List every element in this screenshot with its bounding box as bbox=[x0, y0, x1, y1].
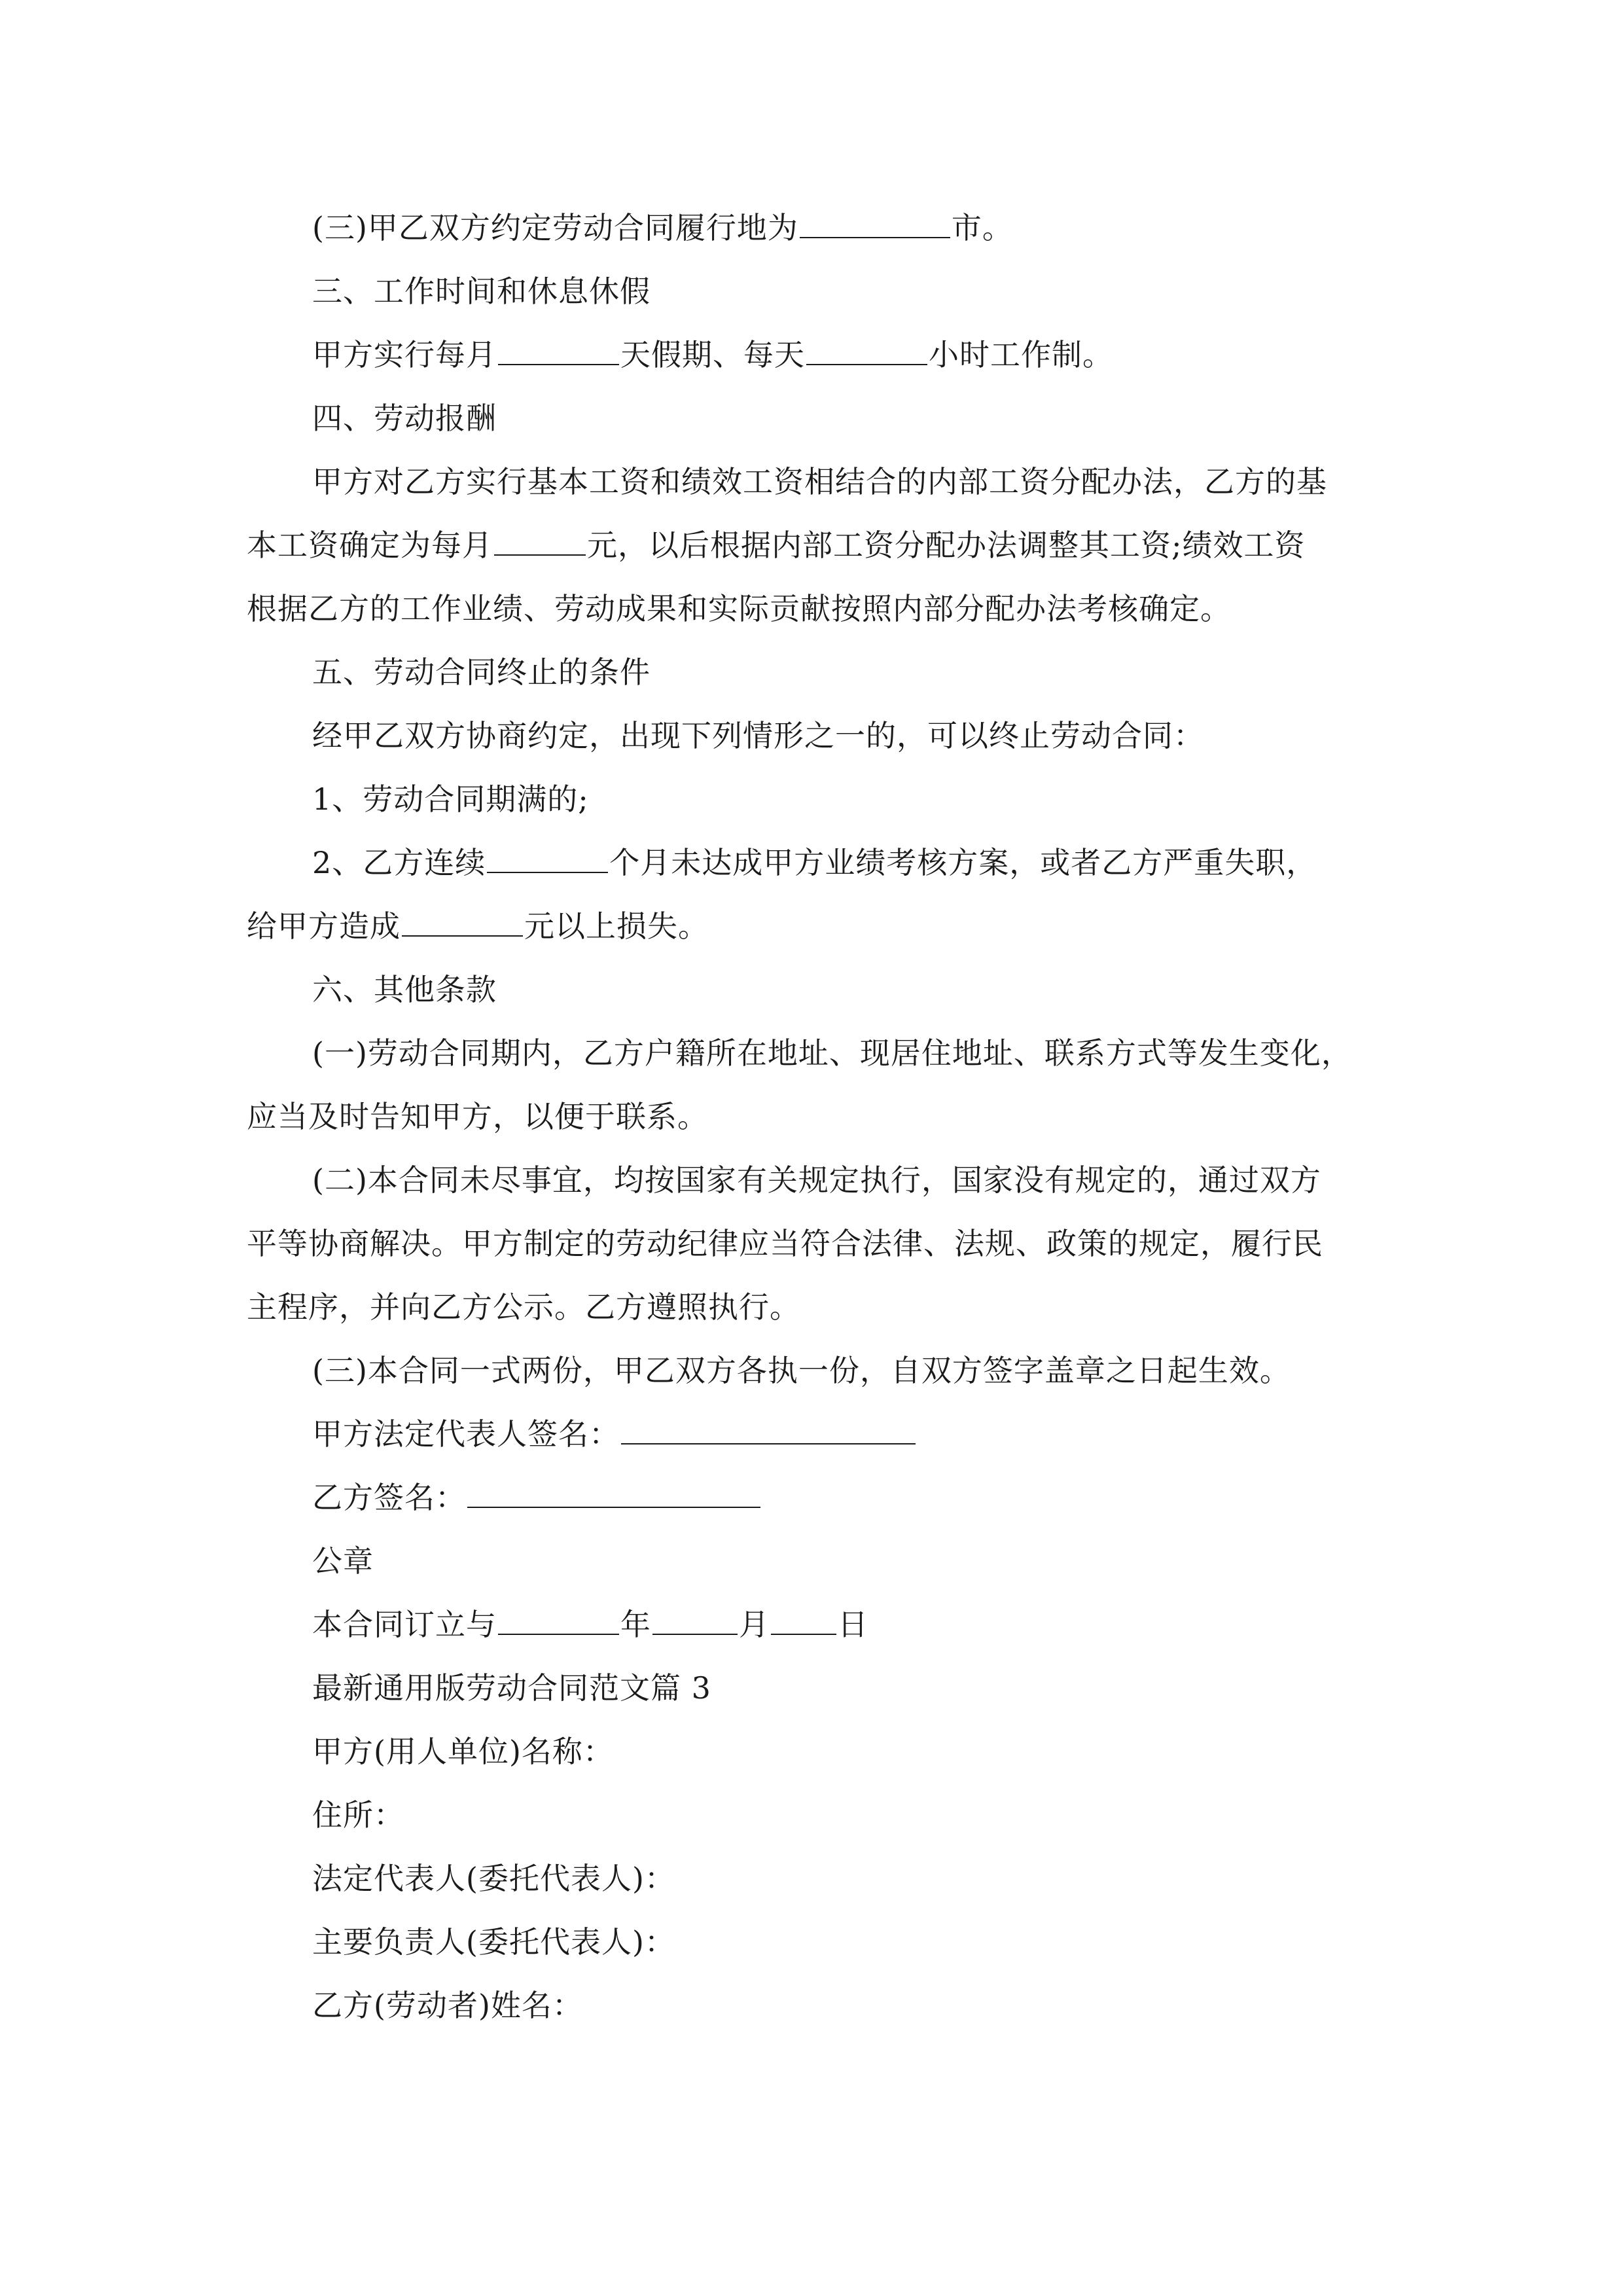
contract-date: 本合同订立与 年 月 日 bbox=[312, 1607, 868, 1642]
other-3: (三)本合同一式两份，甲乙双方各执一份，自双方签字盖章之日起生效。 bbox=[312, 1353, 1291, 1388]
company-seal: 公章 bbox=[312, 1543, 374, 1579]
heading-work-hours: 三、工作时间和休息休假 bbox=[312, 274, 651, 309]
section-title-3: 最新通用版劳动合同范文篇 3 bbox=[312, 1670, 711, 1706]
termination-item-2: 2、乙方连续 个月未达成甲方业绩考核方案，或者乙方严重失职， bbox=[312, 845, 1317, 880]
other-1-line-2: 应当及时告知甲方，以便于联系。 bbox=[247, 1099, 708, 1134]
days-off-blank bbox=[498, 339, 619, 365]
other-2-line-3: 主程序，并向乙方公示。乙方遵照执行。 bbox=[247, 1289, 800, 1325]
base-salary-blank bbox=[494, 529, 586, 556]
year-blank bbox=[498, 1609, 619, 1635]
party-a-address: 住所： bbox=[312, 1797, 404, 1833]
signature-b-blank bbox=[467, 1482, 760, 1508]
termination-item-1: 1、劳动合同期满的; bbox=[312, 781, 589, 817]
day-blank bbox=[771, 1609, 836, 1635]
legal-representative: 法定代表人(委托代表人)： bbox=[312, 1861, 675, 1896]
other-2-line-1: (二)本合同未尽事宜，均按国家有关规定执行，国家没有规定的，通过双方 bbox=[312, 1162, 1321, 1198]
pay-line-3: 根据乙方的工作业绩、劳动成果和实际贡献按照内部分配办法考核确定。 bbox=[247, 591, 1231, 626]
heading-pay: 四、劳动报酬 bbox=[312, 401, 497, 436]
months-blank bbox=[487, 847, 608, 873]
party-b-name: 乙方(劳动者)姓名： bbox=[312, 1988, 583, 2023]
signature-a-blank bbox=[621, 1418, 916, 1444]
pay-line-2: 本工资确定为每月 元，以后根据内部工资分配办法调整其工资;绩效工资 bbox=[247, 528, 1306, 563]
document-page bbox=[247, 196, 1379, 2037]
signature-party-b: 乙方签名： bbox=[247, 1466, 1379, 1530]
loss-amount-blank bbox=[402, 910, 523, 937]
chief-responsible: 主要负责人(委托代表人)： bbox=[312, 1924, 675, 1960]
heading-other: 六、其他条款 bbox=[312, 972, 497, 1007]
other-2-line-2: 平等协商解决。甲方制定的劳动纪律应当符合法律、法规、政策的规定，履行民 bbox=[247, 1226, 1323, 1261]
work-hours-text: 甲方实行每月 天假期、每天 小时工作制。 bbox=[312, 337, 1113, 372]
termination-intro: 经甲乙双方协商约定，出现下列情形之一的，可以终止劳动合同： bbox=[312, 718, 1204, 753]
hours-blank bbox=[806, 339, 927, 365]
termination-item-2-cont: 给甲方造成 元以上损失。 bbox=[247, 908, 709, 944]
workplace-blank bbox=[800, 212, 950, 238]
month-blank bbox=[652, 1609, 738, 1635]
pay-line-1: 甲方对乙方实行基本工资和绩效工资相结合的内部工资分配办法，乙方的基 bbox=[312, 464, 1327, 499]
other-1-line-1: (一)劳动合同期内，乙方户籍所在地址、现居住地址、联系方式等发生变化， bbox=[312, 1035, 1352, 1071]
heading-termination: 五、劳动合同终止的条件 bbox=[312, 655, 651, 690]
clause-3-3: (三)甲乙双方约定劳动合同履行地为 市。 bbox=[312, 210, 1013, 245]
party-a-name: 甲方(用人单位)名称： bbox=[312, 1734, 614, 1769]
signature-party-a: 甲方法定代表人签名： bbox=[247, 1403, 1379, 1466]
